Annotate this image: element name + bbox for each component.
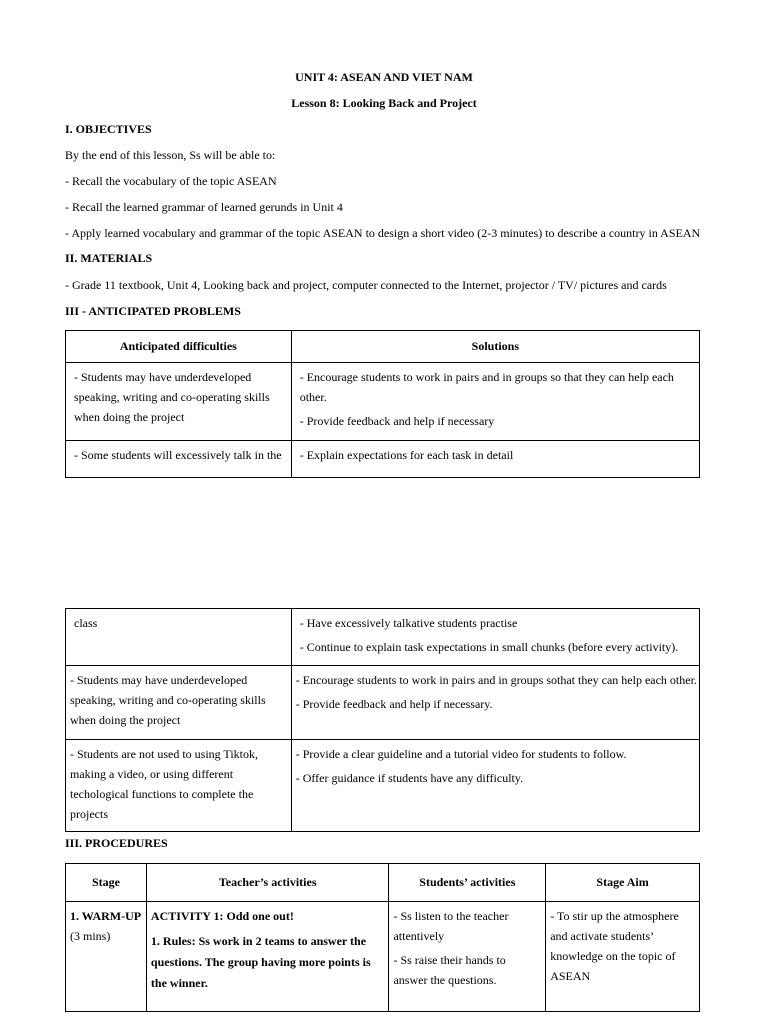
objectives-intro: By the end of this lesson, Ss will be able to: [65, 148, 276, 162]
col-header-aim: Stage Aim [546, 864, 700, 902]
students-activity: - Ss listen to the teacher attentively [393, 909, 509, 943]
students-activity: - Ss raise their hands to answer the questions. [393, 953, 506, 987]
aim-cell: - To stir up the atmosphere and activate students’ knowledge on the topic of ASEAN [550, 909, 679, 983]
table-row [66, 363, 700, 441]
solution-item: - Provide feedback and help if necessary. [295, 697, 493, 711]
difficulty-cell: - Some students will excessively talk in the [74, 448, 282, 462]
stage-cell [66, 902, 146, 950]
objective-item: - Recall the vocabulary of the topic ASEAN [65, 174, 277, 188]
solution-item: - Have excessively talkative students practise [299, 616, 518, 630]
teacher-cell [147, 902, 389, 998]
solution-item: - Explain expectations for each task in detail [299, 448, 514, 462]
problems-table-page2 [65, 608, 700, 832]
materials-heading: II. MATERIALS [65, 251, 153, 265]
solution-item: - Offer guidance if students have any difficulty. [295, 771, 524, 785]
col-header-teacher: Teacher’s activities [146, 864, 389, 902]
unit-title: UNIT 4: ASEAN AND VIET NAM [295, 70, 473, 84]
solutions-cell [292, 363, 699, 435]
solution-item: - Provide a clear guideline and a tutorial video for students to follow. [295, 747, 627, 761]
solutions-cell [292, 666, 699, 718]
procedures-table [65, 863, 700, 1012]
solution-item: - Provide feedback and help if necessary [299, 414, 495, 428]
activity-title: ACTIVITY 1: Odd one out! [150, 909, 294, 923]
stage-label: 1. WARM-UP [70, 909, 142, 923]
stage-duration: (3 mins) [70, 929, 111, 943]
table-header-row [66, 864, 700, 902]
table-row [66, 902, 700, 1012]
col-header-students: Students’ activities [389, 864, 546, 902]
solution-item: - Encourage students to work in pairs and in groups sothat they can help each other. [295, 673, 697, 687]
solutions-cell [292, 441, 699, 469]
difficulty-cell: class [74, 616, 98, 630]
problems-table-page1 [65, 330, 700, 478]
table-row [66, 609, 700, 666]
solution-item: - Continue to explain task expectations in small chunks (before every activity). [299, 640, 679, 654]
difficulty-cell: - Students are not used to using Tiktok, making a video, or using different techological functions to complete the projects [70, 747, 259, 821]
table-row [66, 441, 700, 478]
problems-heading: III - ANTICIPATED PROBLEMS [65, 304, 241, 318]
students-cell [389, 902, 545, 994]
difficulty-cell: - Students may have underdeveloped speaking, writing and co-operating skills when doing the project [74, 370, 270, 424]
table-row [66, 666, 700, 740]
activity-rules: 1. Rules: Ss work in 2 teams to answer the questions. The group having more points is the winner. [150, 934, 371, 990]
lesson-title: Lesson 8: Looking Back and Project [291, 96, 477, 110]
solution-item: - Encourage students to work in pairs and in groups so that they can help each other. [299, 370, 674, 404]
solutions-cell [292, 740, 699, 792]
col-header-difficulties: Anticipated difficulties [66, 331, 292, 363]
table-header-row [66, 331, 700, 363]
objective-item: - Apply learned vocabulary and grammar of the topic ASEAN to design a short video (2-3 minutes) to describe a country in ASEAN [65, 226, 701, 240]
solutions-cell [292, 609, 699, 661]
difficulty-cell: - Students may have underdeveloped speaking, writing and co-operating skills when doing the project [70, 673, 266, 727]
objective-item: - Recall the learned grammar of learned gerunds in Unit 4 [65, 200, 343, 214]
objectives-heading: I. OBJECTIVES [65, 122, 152, 136]
materials-text: - Grade 11 textbook, Unit 4, Looking back and project, computer connected to the Internet, projector / TV/ pictures and cards [65, 278, 667, 292]
col-header-solutions: Solutions [291, 331, 699, 363]
table-row [66, 740, 700, 832]
col-header-stage: Stage [66, 864, 147, 902]
procedures-heading: III. PROCEDURES [65, 836, 168, 850]
